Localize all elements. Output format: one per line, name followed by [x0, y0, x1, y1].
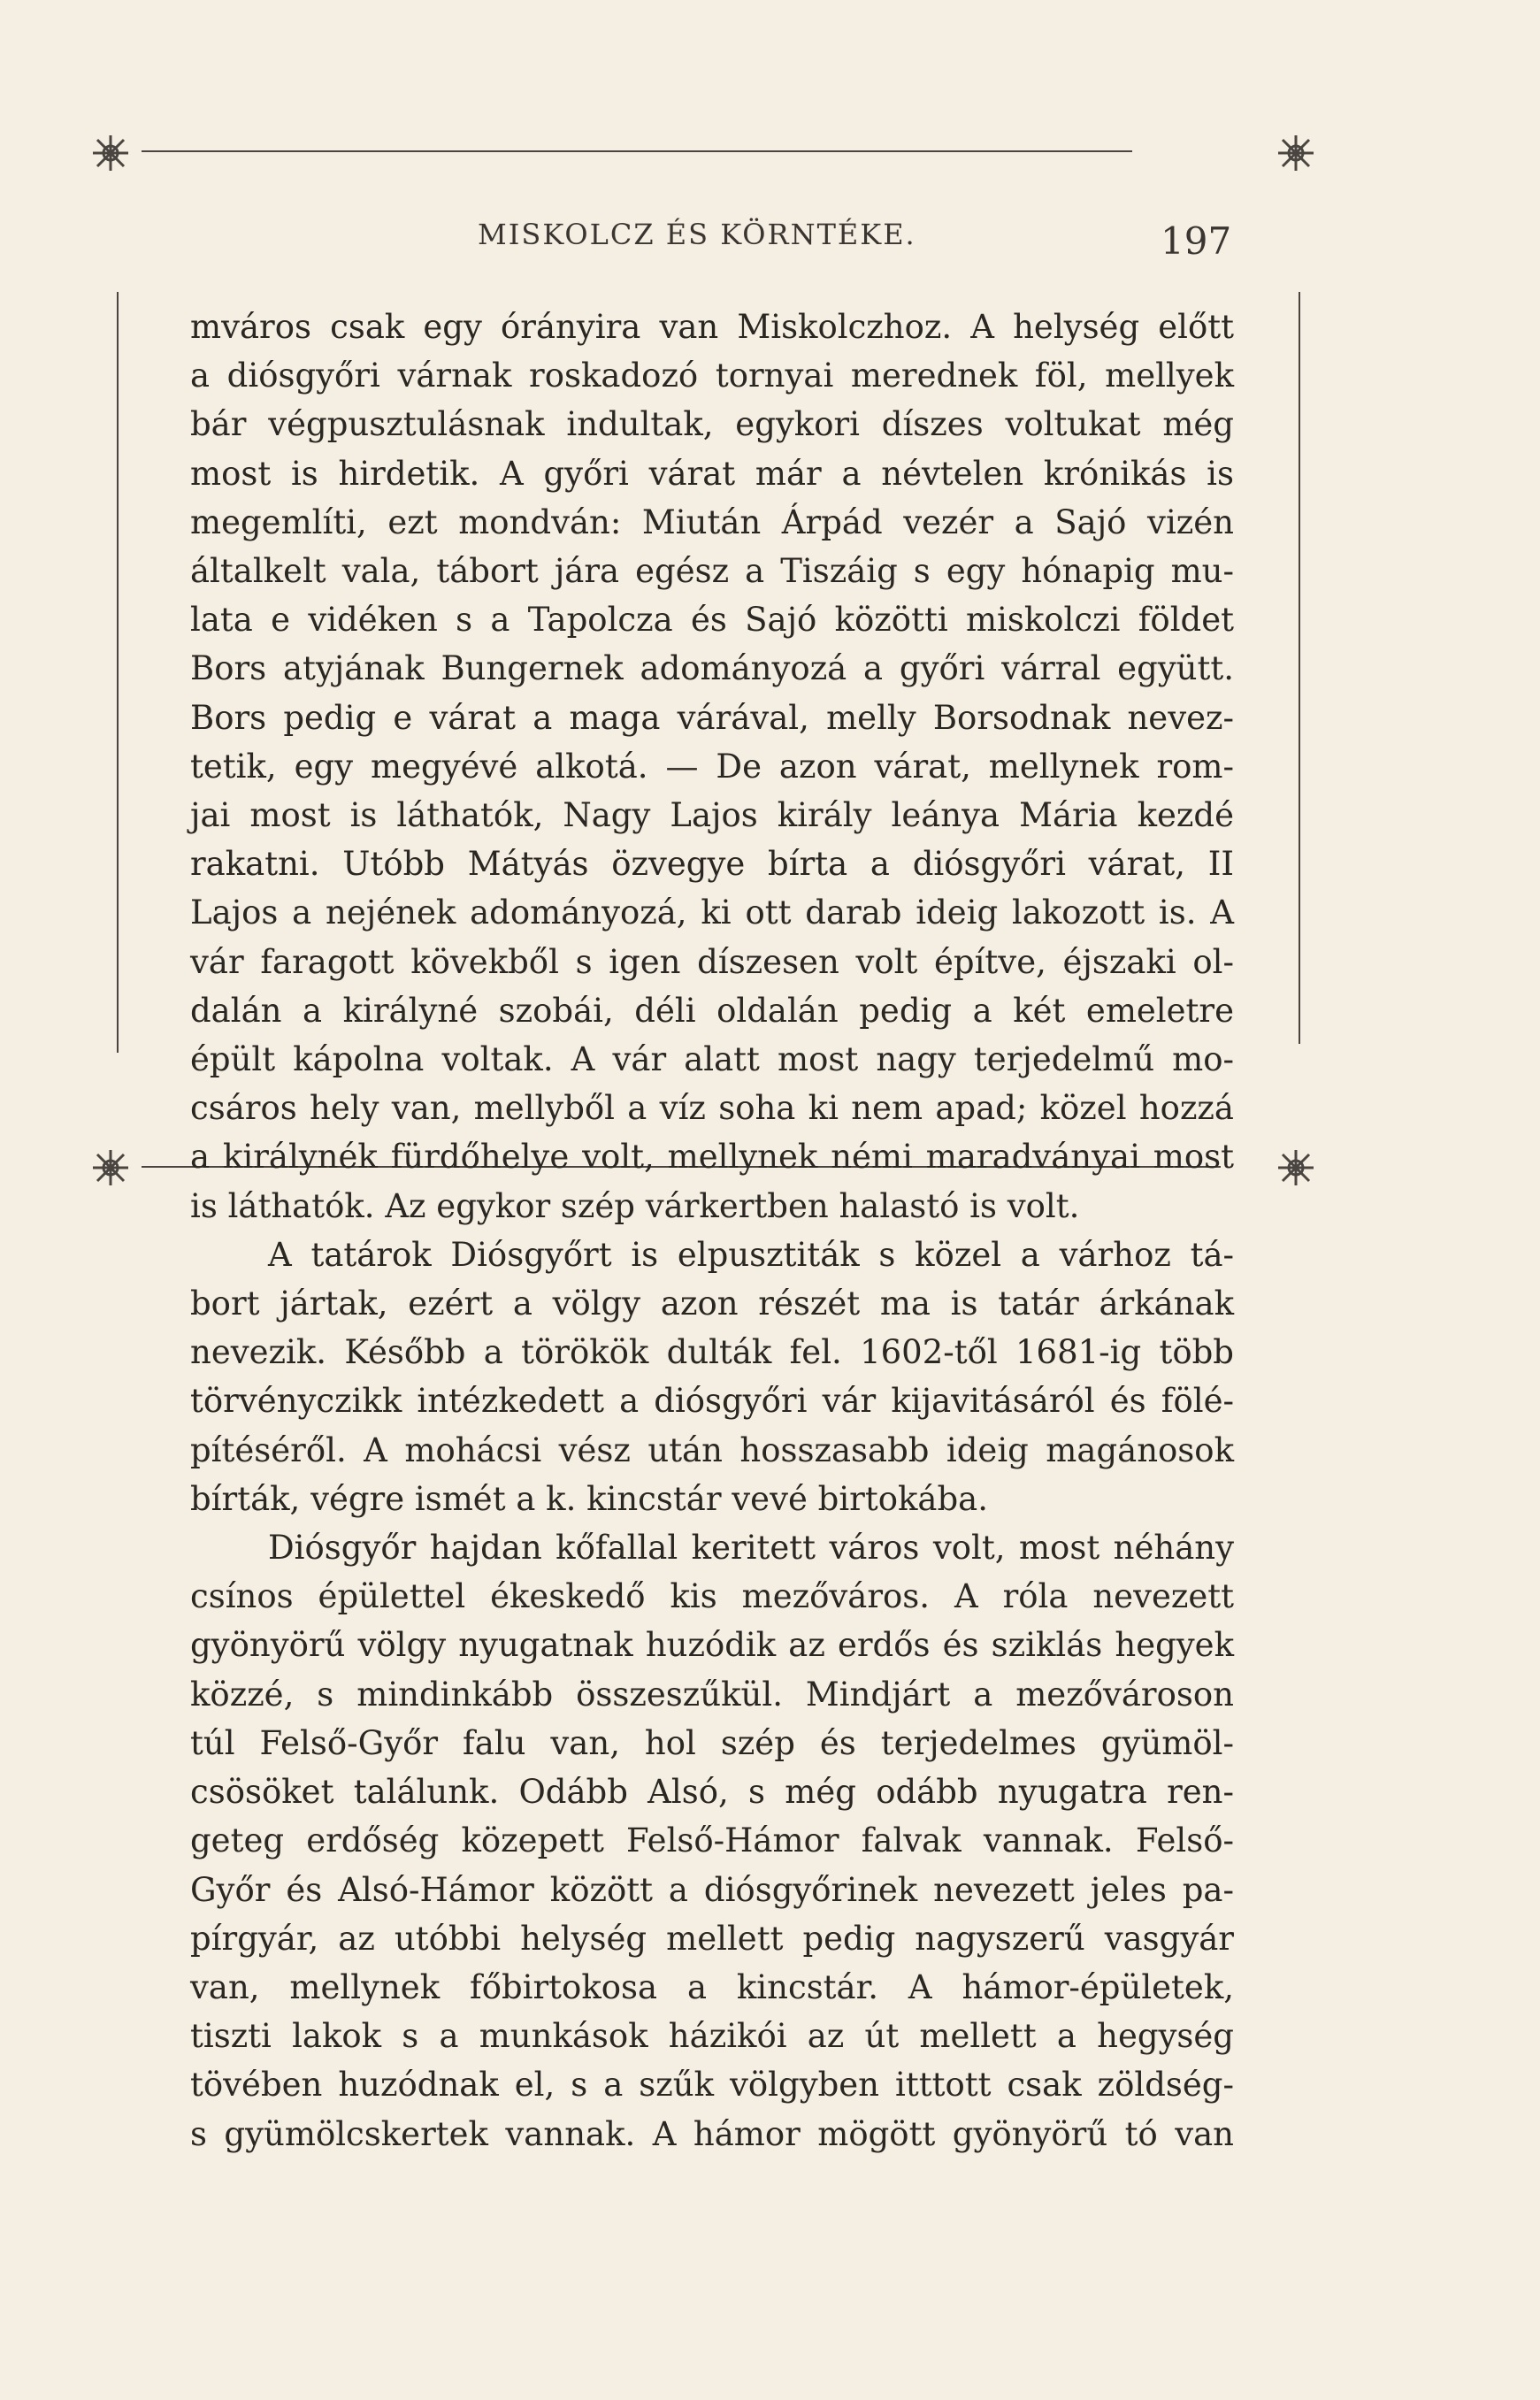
text-line: A tatárok Diósgyőrt is elpusztiták s közel a várhoz tá-	[268, 1235, 1234, 1274]
text-line: túl Felső-Győr falu van, hol szép és terjedelmes gyümöl-	[190, 1723, 1234, 1762]
running-head: MISKOLCZ ÉS KÖRNTÉKE.	[478, 218, 916, 251]
text-line: pírgyár, az utóbbi helység mellett pedig nagyszerű vasgyár	[190, 1919, 1234, 1958]
text-line: általkelt vala, tábort jára egész a Tiszáig s egy hónapig mu-	[190, 552, 1234, 591]
text-line: épült kápolna voltak. A vár alatt most nagy terjedelmű mo-	[190, 1040, 1234, 1079]
text-line: bár végpusztulásnak indultak, egykori díszes voltukat még	[190, 405, 1234, 444]
text-line: s gyümölcskertek vannak. A hámor mögött gyönyörű tó van	[190, 2114, 1234, 2153]
text-line: a diósgyőri várnak roskadozó tornyai merednek föl, mellyek	[190, 357, 1234, 395]
text-line: pítéséről. A mohácsi vész után hosszasabb ideig magánosok	[190, 1430, 1234, 1469]
text-line: geteg erdőség közepett Felső-Hámor falvak vannak. Felső-	[190, 1821, 1234, 1860]
text-line: rakatni. Utóbb Mátyás özvegye bírta a diósgyőri várat, II	[190, 845, 1234, 884]
text-line: tiszti lakok s a munkások házikói az út mellett a hegység	[190, 2017, 1234, 2056]
text-line: Lajos a nejének adományozá, ki ott darab ideig lakozott is. A	[190, 893, 1234, 932]
text-line: Diósgyőr hajdan kőfallal keritett város volt, most néhány	[268, 1529, 1234, 1568]
text-line: gyönyörű völgy nyugatnak huzódik az erdős és sziklás hegyek	[190, 1626, 1234, 1665]
text-line: vár faragott kövekből s igen díszesen volt építve, éjszaki ol-	[190, 942, 1234, 981]
text-line: csínos épülettel ékeskedő kis mezőváros. A róla nevezett	[190, 1577, 1234, 1616]
text-line: van, mellynek főbirtokosa a kincstár. A hámor-épületek,	[190, 1967, 1234, 2006]
text-line: dalán a királyné szobái, déli oldalán pedig a két emeletre	[190, 991, 1234, 1030]
text-line: Bors atyjának Bungernek adományozá a győri várral együtt.	[190, 649, 1234, 688]
frame-right-rule	[1299, 292, 1300, 1044]
corner-ornament-top-right-icon	[1274, 131, 1318, 175]
text-line: is láthatók. Az egykor szép várkertben halastó is volt.	[190, 1186, 1080, 1225]
text-line: csösöket találunk. Odább Alsó, s még odább nyugatra ren-	[190, 1773, 1234, 1812]
frame-top-rule	[142, 150, 1132, 152]
page-number: 197	[1161, 219, 1232, 263]
corner-ornament-top-left-icon	[88, 131, 133, 175]
text-line: törvényczikk intézkedett a diósgyőri vár kijavitásáról és fölé-	[190, 1382, 1234, 1421]
text-line: jai most is láthatók, Nagy Lajos király leánya Mária kezdé	[190, 796, 1234, 835]
text-line: nevezik. Később a törökök dulták fel. 1602-től 1681-ig több	[190, 1333, 1234, 1372]
body-text	[190, 303, 1234, 2158]
text-line: a királynék fürdőhelye volt, mellynek némi maradványai most	[190, 1138, 1234, 1177]
text-line: megemlíti, ezt mondván: Miután Árpád vezér a Sajó vizén	[190, 502, 1234, 541]
text-line: tövében huzódnak el, s a szűk völgyben itttott csak zöldség-	[190, 2066, 1234, 2105]
text-line: csáros hely van, mellyből a víz soha ki nem apad; közel hozzá	[190, 1089, 1234, 1128]
corner-ornament-bottom-left-icon	[88, 1146, 133, 1190]
text-line: mváros csak egy órányira van Miskolczhoz. A helység előtt	[190, 308, 1234, 346]
text-line: Bors pedig e várat a maga várával, melly Borsodnak nevez-	[190, 698, 1234, 737]
text-line: bort jártak, ezért a völgy azon részét ma is tatár árkának	[190, 1284, 1234, 1323]
text-line: bírták, végre ismét a k. kincstár vevé birtokába.	[190, 1479, 988, 1518]
text-line: lata e vidéken s a Tapolcza és Sajó közötti miskolczi földet	[190, 601, 1234, 640]
text-line: tetik, egy megyévé alkotá. — De azon várat, mellynek rom-	[190, 747, 1234, 786]
text-line: közzé, s mindinkább összeszűkül. Mindjárt a mezővároson	[190, 1675, 1234, 1714]
corner-ornament-bottom-right-icon	[1274, 1146, 1318, 1190]
frame-left-rule	[117, 292, 119, 1053]
text-line: most is hirdetik. A győri várat már a névtelen krónikás is	[190, 454, 1234, 493]
text-line: Győr és Alsó-Hámor között a diósgyőrinek nevezett jeles pa-	[190, 1870, 1234, 1909]
